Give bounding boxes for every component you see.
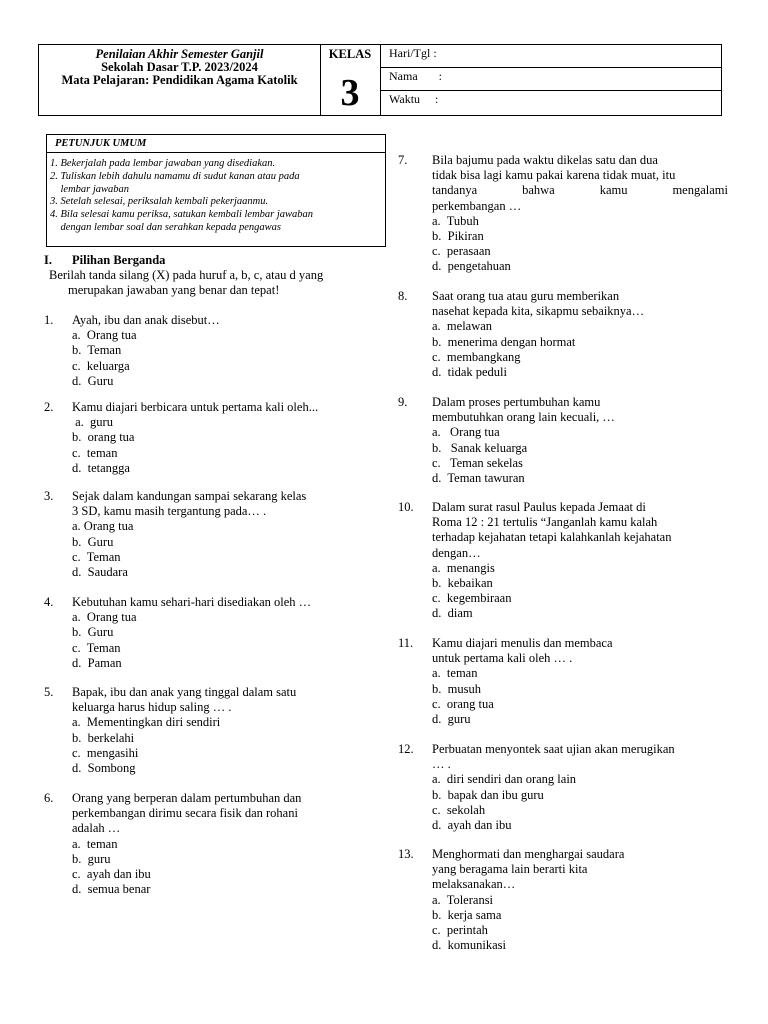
- answer-option[interactable]: c. orang tua: [432, 696, 494, 711]
- instruction-item: lembar jawaban: [50, 183, 130, 195]
- answer-option[interactable]: a. Orang tua: [432, 425, 500, 440]
- name-field[interactable]: Nama :: [381, 68, 721, 91]
- section-number: I.: [44, 253, 52, 267]
- question-5: [44, 685, 374, 776]
- class-box: [320, 45, 381, 115]
- date-field[interactable]: Hari/Tgl :: [381, 45, 721, 68]
- question-text-cont: tandanya bahwa kamu mengalami: [432, 183, 728, 198]
- question-number: 12.: [398, 742, 414, 756]
- question-number: 3.: [44, 489, 54, 503]
- instruction-item: 4. Bila selesai kamu periksa, satukan kembali lembar jawaban: [50, 209, 314, 221]
- question-text-cont: adalah …: [72, 821, 121, 836]
- answer-option[interactable]: a. teman: [72, 836, 118, 851]
- answer-option[interactable]: d. guru: [432, 712, 471, 727]
- question-text-cont: perkembangan …: [432, 198, 522, 213]
- question-11: [398, 636, 728, 727]
- answer-option[interactable]: b. Guru: [72, 625, 114, 640]
- answer-option[interactable]: d. komunikasi: [432, 938, 506, 953]
- instructions-list: [47, 153, 385, 235]
- question-2: [44, 400, 374, 476]
- question-text: Bila bajumu pada waktu dikelas satu dan dua: [432, 153, 658, 167]
- question-number: 10.: [398, 500, 414, 514]
- section-heading: [44, 253, 374, 268]
- answer-option[interactable]: a. Tubuh: [432, 213, 479, 228]
- answer-option[interactable]: d. diam: [432, 606, 473, 621]
- question-text-cont: terhadap kejahatan tetapi kalahkanlah kejahatan: [432, 530, 672, 545]
- question-text: Menghormati dan menghargai saudara: [432, 847, 625, 861]
- answer-option[interactable]: d. semua benar: [72, 882, 151, 897]
- answer-option[interactable]: b. berkelahi: [72, 730, 135, 745]
- question-13: [398, 847, 728, 953]
- questions-column-left: [44, 253, 374, 897]
- answer-option[interactable]: a. Mementingkan diri sendiri: [72, 715, 221, 730]
- time-field[interactable]: Waktu :: [389, 92, 439, 106]
- class-number: 3: [340, 72, 360, 114]
- instruction-item: 3. Setelah selesai, periksalah kembali pekerjaanmu.: [50, 196, 269, 208]
- answer-option[interactable]: c. Teman sekelas: [432, 455, 523, 470]
- question-text-cont: perkembangan dirimu secara fisik dan rohani: [72, 806, 298, 821]
- answer-option[interactable]: b. kebaikan: [432, 576, 493, 591]
- question-12: [398, 742, 728, 833]
- answer-option[interactable]: a. teman: [432, 666, 478, 681]
- question-number: 9.: [398, 395, 408, 409]
- answer-option[interactable]: c. membangkang: [432, 349, 521, 364]
- question-number: 7.: [398, 153, 408, 167]
- answer-option[interactable]: c. sekolah: [432, 802, 486, 817]
- section-instruction-cont: merupakan jawaban yang benar dan tepat!: [68, 283, 280, 298]
- answer-option[interactable]: b. Sanak keluarga: [432, 440, 528, 455]
- question-number: 11.: [398, 636, 414, 650]
- question-text-cont: 3 SD, kamu masih tergantung pada… .: [72, 504, 267, 519]
- answer-option[interactable]: c. keluarga: [72, 358, 130, 373]
- answer-option[interactable]: a. Orang tua: [72, 519, 134, 534]
- answer-option[interactable]: b. menerima dengan hormat: [432, 334, 576, 349]
- answer-option[interactable]: d. ayah dan ibu: [432, 818, 512, 833]
- question-number: 1.: [44, 313, 54, 327]
- answer-option[interactable]: b. kerja sama: [432, 907, 502, 922]
- answer-option[interactable]: a. Orang tua: [72, 328, 137, 343]
- question-4: [44, 595, 374, 671]
- question-text: Kebutuhan kamu sehari-hari disediakan oleh …: [72, 595, 312, 609]
- answer-option[interactable]: a. diri sendiri dan orang lain: [432, 772, 577, 787]
- question-10: [398, 500, 728, 622]
- answer-option[interactable]: c. Teman: [72, 549, 121, 564]
- school-year: Sekolah Dasar T.P. 2023/2024: [101, 60, 258, 74]
- answer-option[interactable]: d. tidak peduli: [432, 365, 507, 380]
- question-number: 4.: [44, 595, 54, 609]
- question-text: Dalam proses pertumbuhan kamu: [432, 395, 601, 409]
- exam-title: Penilaian Akhir Semester Ganjil: [95, 47, 264, 61]
- answer-option[interactable]: d. Sombong: [72, 761, 136, 776]
- subject: Mata Pelajaran: Pendidikan Agama Katolik: [61, 73, 298, 87]
- section-instruction: Berilah tanda silang (X) pada huruf a, b, c, atau d yang: [49, 268, 324, 283]
- answer-option[interactable]: d. pengetahuan: [432, 259, 511, 274]
- question-text-cont: melaksanakan…: [432, 877, 516, 892]
- question-text: Saat orang tua atau guru memberikan: [432, 289, 620, 303]
- answer-option[interactable]: b. Guru: [72, 534, 114, 549]
- answer-option[interactable]: c. teman: [72, 445, 118, 460]
- question-number: 5.: [44, 685, 54, 699]
- question-text: Bapak, ibu dan anak yang tinggal dalam satu: [72, 685, 297, 699]
- answer-option[interactable]: b. Pikiran: [432, 229, 484, 244]
- answer-option[interactable]: c. ayah dan ibu: [72, 867, 151, 882]
- question-number: 13.: [398, 847, 414, 861]
- question-1: [44, 313, 374, 389]
- question-text-cont: nasehat kepada kita, sikapmu sebaiknya…: [432, 304, 645, 319]
- question-text-cont: membutuhkan orang lain kecuali, …: [432, 410, 615, 425]
- general-instructions: [46, 134, 386, 247]
- answer-option[interactable]: c. perasaan: [432, 244, 491, 259]
- answer-option[interactable]: d. Guru: [72, 373, 114, 388]
- answer-option[interactable]: b. guru: [72, 851, 111, 866]
- question-text: Ayah, ibu dan anak disebut…: [72, 313, 220, 327]
- answer-option[interactable]: d. Saudara: [72, 565, 128, 580]
- answer-option[interactable]: c. mengasihi: [72, 745, 139, 760]
- answer-option[interactable]: c. kegembiraan: [432, 591, 512, 606]
- question-text: Kamu diajari berbicara untuk pertama kali oleh...: [72, 400, 319, 414]
- exam-header: [38, 44, 722, 116]
- question-text: Sejak dalam kandungan sampai sekarang kelas: [72, 489, 307, 503]
- question-number: 8.: [398, 289, 408, 303]
- exam-title-block: [39, 45, 321, 115]
- question-text-cont: tidak bisa lagi kamu pakai karena tidak muat, itu: [432, 168, 676, 183]
- answer-option[interactable]: a. menangis: [432, 560, 495, 575]
- answer-option[interactable]: b. musuh: [432, 681, 481, 696]
- class-label: KELAS: [328, 47, 372, 61]
- answer-option[interactable]: d. Teman tawuran: [432, 471, 525, 486]
- question-number: 6.: [44, 791, 54, 805]
- instructions-title: PETUNJUK UMUM: [55, 138, 147, 149]
- question-8: [398, 289, 728, 380]
- question-text: Perbuatan menyontek saat ujian akan merugikan: [432, 742, 675, 756]
- question-text-cont: yang beragama lain berarti kita: [432, 862, 588, 877]
- question-text-cont: Roma 12 : 21 tertulis “Janganlah kamu kalah: [432, 515, 658, 530]
- answer-option[interactable]: a. Toleransi: [432, 892, 494, 907]
- section-title: Pilihan Berganda: [72, 253, 166, 267]
- answer-option[interactable]: b. Teman: [72, 343, 122, 358]
- answer-option[interactable]: c. perintah: [432, 923, 488, 938]
- answer-option[interactable]: a. melawan: [432, 319, 493, 334]
- instruction-item: 2. Tuliskan lebih dahulu namamu di sudut kanan atau pada: [50, 170, 300, 182]
- question-7: [398, 153, 728, 275]
- answer-option[interactable]: a. guru: [72, 415, 113, 430]
- question-9: [398, 395, 728, 486]
- question-text-cont: … .: [432, 757, 451, 772]
- student-info: [381, 45, 721, 115]
- question-text: Orang yang berperan dalam pertumbuhan dan: [72, 791, 302, 805]
- answer-option[interactable]: d. Paman: [72, 655, 122, 670]
- question-text: Kamu diajari menulis dan membaca: [432, 636, 613, 650]
- question-3: [44, 489, 374, 580]
- question-text-cont: dengan…: [432, 545, 481, 560]
- answer-option[interactable]: a. Orang tua: [72, 610, 137, 625]
- instruction-item: dengan lembar soal dan serahkan kepada pengawas: [50, 221, 281, 233]
- answer-option[interactable]: b. orang tua: [72, 430, 135, 445]
- question-number: 2.: [44, 400, 54, 414]
- question-text-cont: keluarga harus hidup saling … .: [72, 700, 232, 715]
- question-6: [44, 791, 374, 897]
- question-text: Dalam surat rasul Paulus kepada Jemaat di: [432, 500, 646, 514]
- answer-option[interactable]: b. bapak dan ibu guru: [432, 787, 544, 802]
- question-text-cont: untuk pertama kali oleh … .: [432, 651, 573, 666]
- answer-option[interactable]: c. Teman: [72, 640, 121, 655]
- instruction-item: 1. Bekerjalah pada lembar jawaban yang disediakan.: [50, 158, 276, 169]
- answer-option[interactable]: d. tetangga: [72, 460, 130, 475]
